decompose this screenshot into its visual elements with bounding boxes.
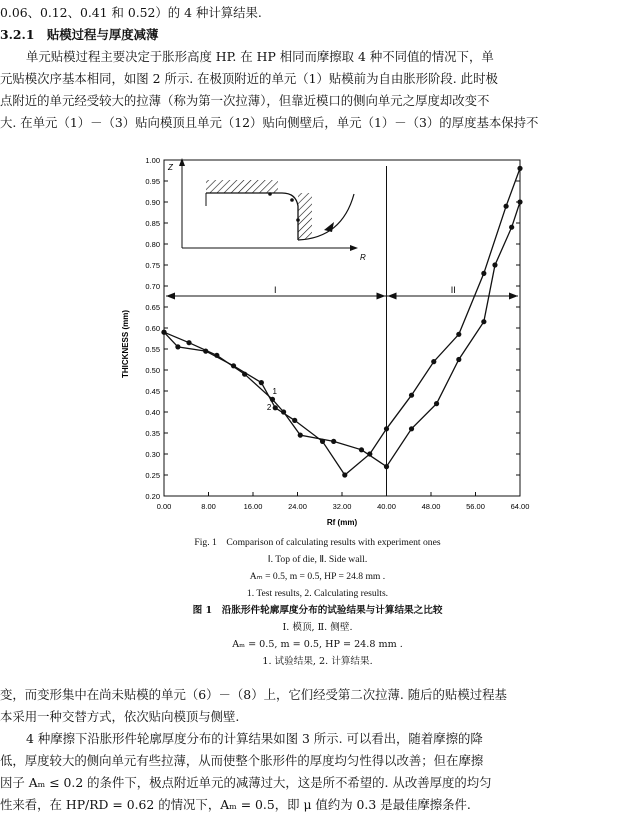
die-inset-sketch [167,158,366,262]
x-tick-label: 48.00 [421,502,441,511]
series-1-point [409,393,414,398]
inset-node [296,218,300,222]
series-2-point [481,319,486,324]
inset-z-label: Z [168,163,173,172]
text-line: 本采用一种交替方式，依次贴向模顶与侧壁. [0,709,240,724]
series-1-point [456,332,461,337]
x-tick-label: 32.00 [332,502,352,511]
region-arrowhead [388,293,397,300]
series-2-line [164,202,520,467]
region-arrowhead [509,293,518,300]
y-tick-label: 0.35 [145,429,160,438]
y-tick-label: 0.20 [145,492,160,501]
text-line: 低，厚度较大的侧向单元有些拉薄，从而使整个胀形件的厚度均匀性得以改善；但在摩擦 [0,753,484,768]
caption-title-en: Fig. 1 Comparison of calculating results with experiment ones [194,537,441,548]
series-2-point [409,426,414,431]
x-tick-label: 40.00 [377,502,396,511]
text-line: 单元贴模过程主要决定于胀形高度 HP. 在 HP 相同而摩擦取 4 种不同值的情况下，单 [26,49,494,64]
series-1-point [259,380,264,385]
y-axis-label: THICKNESS (mm) [121,309,130,379]
series-2-point [298,433,303,438]
series-1-point [273,405,278,410]
series-1-point [384,426,389,431]
y-tick-label: 0.55 [145,345,160,354]
series-2-point [359,447,364,452]
inset-flow-arrow [324,222,334,232]
plot-border [164,160,520,496]
inset-r-arrow [350,245,358,251]
series-2-point [281,409,286,414]
figure-captions [0,534,635,670]
axis-ticks [145,156,529,511]
text-line: 点附近的单元经受较大的拉薄（称为第一次拉薄），但靠近模口的侧向单元之厚度却改变不 [0,93,490,108]
plot-frame [164,160,520,496]
x-tick-label: 64.00 [510,502,530,511]
region-label-side: II [450,285,456,295]
text-line: 变，而变形集中在尚未贴模的单元（6）－（8）上，它们经受第二次拉薄. 随后的贴模过程基 [0,687,507,702]
y-tick-label: 0.60 [145,324,160,333]
series-2-point [456,357,461,362]
series-2-point [492,262,497,267]
y-tick-label: 0.30 [145,450,160,459]
caption-params-en: Aₘ = 0.5, m = 0.5, HP = 24.8 mm . [249,571,386,582]
series-1-point [481,271,486,276]
x-tick-label: 16.00 [243,502,263,511]
y-tick-label: 0.95 [145,177,160,186]
series-2-point [509,225,514,230]
curve-label-1: 1 [272,386,277,396]
inset-die-profile [206,193,298,240]
text-line: 0.06、0.12、0.41 和 0.52）的 4 种计算结果. [0,5,262,20]
region-arrowhead [166,293,175,300]
x-tick-label: 0.00 [156,502,172,511]
y-tick-label: 0.50 [145,366,160,375]
thickness-chart [120,148,540,528]
x-tick-label: 24.00 [288,502,307,511]
series-2-point [214,353,219,358]
caption-parts-cn: Ⅰ. 模顶, Ⅱ. 侧壁. [282,622,353,633]
y-tick-label: 1.00 [145,156,160,165]
series-2-point [270,397,275,402]
series-2-point [186,340,191,345]
series-1-point [431,359,436,364]
series-2-point [434,401,439,406]
series-1-point [503,204,508,209]
series-2-point [331,439,336,444]
section-heading: 3.2.1 贴模过程与厚度减薄 [0,27,159,42]
y-tick-label: 0.85 [145,219,160,228]
y-tick-label: 0.70 [145,282,160,291]
series-2-point [242,372,247,377]
curve-label-2: 2 [266,402,272,412]
x-axis-label: Rf (mm) [326,518,358,527]
caption-legend-en: 1. Test results, 2. Calculating results. [246,588,389,599]
series-1-point [292,418,297,423]
region-arrowhead [377,293,386,300]
inset-node [290,198,294,202]
y-tick-label: 0.90 [145,198,160,207]
inset-die-top-hatch [206,180,278,193]
text-line: 4 种摩擦下沿胀形件轮廓厚度分布的计算结果如图 3 所示. 可以看出，随着摩擦的降 [26,731,483,746]
caption-params-cn: Aₘ = 0.5, m = 0.5, HP = 24.8 mm . [232,639,403,650]
caption-parts-en: Ⅰ. Top of die, Ⅱ. Side wall. [267,554,368,565]
y-tick-label: 0.75 [145,261,160,270]
caption-title-cn: 图 1 沿胀形件轮廓厚度分布的试验结果与计算结果之比较 [192,605,443,616]
x-tick-label: 56.00 [466,502,485,511]
series-1-point [342,472,347,477]
x-tick-label: 8.00 [201,502,216,511]
series-1-point [175,344,180,349]
y-tick-label: 0.40 [145,408,160,417]
text-line: 元贴模次序基本相同，如图 2 所示. 在极顶附近的单元（1）贴模前为自由胀形阶段. 此时极 [0,71,498,86]
body-text-top [0,2,635,134]
region-markers [166,166,518,496]
body-text-bottom [0,684,635,816]
region-label-top: I [273,285,277,295]
caption-legend-cn: 1. 试验结果, 2. 计算结果. [262,656,373,667]
inset-z-arrow [179,158,185,166]
series-1-point [517,166,522,171]
text-line: 性来看，在 HP/RD = 0.62 的情况下，Aₘ = 0.5，即 μ 值约为 0.3 是最佳摩擦条件. [0,797,471,812]
series-1-line [164,168,520,475]
series-2-point [161,330,166,335]
series-2-point [517,199,522,204]
inset-r-label: R [360,253,366,262]
series-group [161,166,522,478]
y-tick-label: 0.80 [145,240,160,249]
y-tick-label: 0.65 [145,303,160,312]
inset-node [268,192,272,196]
y-tick-label: 0.25 [145,471,160,480]
text-line: 大. 在单元（1）－（3）贴向模顶且单元（12）贴向侧壁后，单元（1）－（3）的厚度基本保持不 [0,115,539,130]
text-line: 因子 Aₘ ≤ 0.2 的条件下，极点附近单元的减薄过大，这是所不希望的. 从改善厚度的均匀 [0,775,492,790]
series-2-point [384,464,389,469]
inset-die-wall-hatch [298,193,312,239]
y-tick-label: 0.45 [145,387,160,396]
